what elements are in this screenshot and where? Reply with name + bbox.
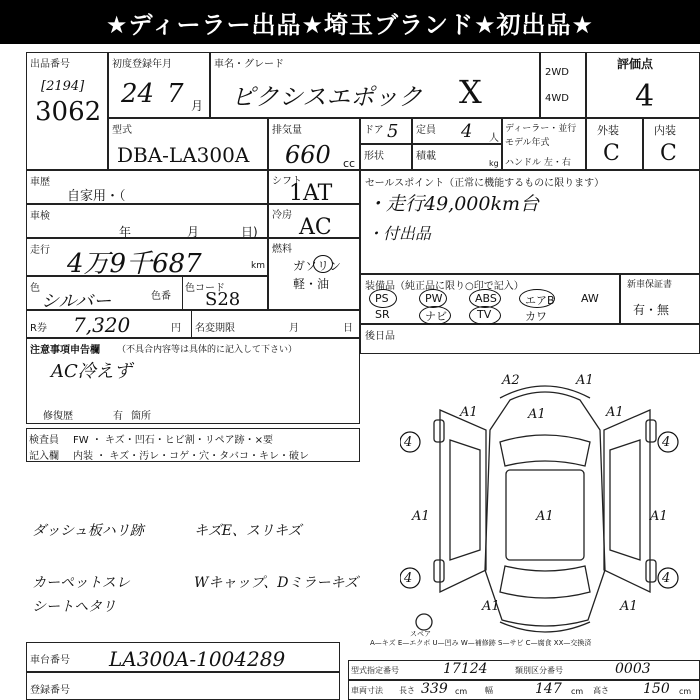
mark-right-side: A1 <box>650 509 668 524</box>
mileage-box <box>26 238 268 279</box>
cap-label: 定員 <box>416 125 436 136</box>
mark-rear-left: A1 <box>482 599 500 614</box>
mileage-unit: km <box>251 261 265 271</box>
history-box <box>26 170 268 204</box>
equip-airbag-circle <box>519 289 555 308</box>
mark-left-side: A1 <box>412 509 430 524</box>
type-label: 型式 <box>112 125 132 136</box>
color-code: S28 <box>205 289 241 310</box>
equip-aw: AW <box>581 292 599 305</box>
model-grade-box <box>210 52 540 118</box>
equip-ps: PS <box>375 292 389 305</box>
inspector-row-1: FW ・ キズ・凹石・ヒビ割・リペア跡・×要 <box>73 435 273 446</box>
equip-tv-circle <box>469 306 501 325</box>
history-label: 車歴 <box>30 177 50 188</box>
repair-place: 箇所 <box>131 411 151 422</box>
door-box <box>360 118 412 144</box>
color-box <box>26 276 268 310</box>
divider <box>191 311 192 339</box>
warranty-value: 有・無 <box>633 303 670 317</box>
door-value: 5 <box>387 121 399 142</box>
inspector-row-2: 内装 ・ キズ・汚レ・コゲ・穴・タバコ・キレ・破レ <box>73 451 309 462</box>
selling-points-box <box>360 170 700 274</box>
notice-sub: （不具合内容等は具体的に記入して下さい） <box>117 345 298 355</box>
inspector-label-2: 記入欄 <box>29 451 59 462</box>
type-number: 17124 <box>443 661 488 677</box>
auction-sheet <box>26 52 700 700</box>
chassis-box <box>26 642 340 672</box>
repair-label: 修復歴 <box>43 411 73 422</box>
fuel-label: 燃料 <box>272 244 292 255</box>
inspector-note-2: カーペットスレ <box>32 575 130 591</box>
fuel-box <box>268 238 360 310</box>
equip-navi: ナビ <box>425 310 447 323</box>
car-damage-diagram <box>400 370 690 640</box>
type-number-row <box>348 660 700 680</box>
equip-sr: SR <box>375 308 390 321</box>
class-number-label: 類別区分番号 <box>515 666 563 675</box>
recycle-unit: 円 <box>171 323 181 334</box>
shape-box <box>360 144 412 170</box>
interior-score-box <box>643 118 700 170</box>
fuel-gasoline: ガソリン <box>293 259 342 273</box>
equip-tv: TV <box>477 308 492 321</box>
name-change-day: 日 <box>343 323 353 334</box>
score-label: 評価点 <box>617 57 654 71</box>
length-label: 長さ <box>399 686 415 695</box>
model-year-label: モデル年式 <box>505 138 550 148</box>
shift-label: シフト <box>272 176 302 187</box>
reg-label: 登録番号 <box>30 685 70 696</box>
disp-value: 660 <box>285 141 331 169</box>
width-unit: cm <box>571 687 584 696</box>
post-items-box <box>360 324 700 354</box>
height-value: 150 <box>643 681 670 697</box>
registration-box <box>26 672 340 700</box>
equipment-label: 装備品（純正品に限り○印で記入） <box>365 281 524 292</box>
chassis-value: LA300A-1004289 <box>109 647 286 671</box>
equip-pw: PW <box>425 292 443 305</box>
first-reg-month: 7 <box>167 79 184 109</box>
score-value: 4 <box>635 79 655 114</box>
ac-label: 冷房 <box>272 210 292 221</box>
mileage-label: 走行 <box>30 245 50 256</box>
inspector-note-2b: Wキャップ、Dミラーキズ <box>194 575 359 591</box>
dimensions-row <box>348 680 700 700</box>
type-box <box>108 118 268 170</box>
ac-value: AC <box>299 215 332 240</box>
mark-roof: A1 <box>536 509 554 524</box>
displacement-box <box>268 118 360 170</box>
inspector-note-1: ダッシュ板ハリ跡 <box>32 523 144 539</box>
color-value: シルバー <box>41 291 112 312</box>
name-change-month: 月 <box>289 323 299 334</box>
post-items-label: 後日品 <box>365 331 395 342</box>
dealer-box <box>502 118 586 170</box>
first-reg-year: 24 <box>121 79 155 109</box>
mark-left-front-wheel: 4 <box>404 435 413 450</box>
handle-label: ハンドル 左・右 <box>505 158 571 168</box>
mark-front-left: A2 <box>502 373 520 388</box>
ext-label: 外装 <box>597 124 619 137</box>
mileage-value: 4万9千687 <box>67 249 202 279</box>
inspection-year: 年 <box>119 225 132 239</box>
equipment-box <box>360 274 620 324</box>
mark-right-fender: A1 <box>606 405 624 420</box>
mark-right-rear-wheel: 4 <box>662 571 671 586</box>
load-box <box>412 144 502 170</box>
notice-label: 注意事項申告欄 <box>30 345 100 356</box>
history-value: 自家用・（ <box>67 189 126 204</box>
equip-leather: カワ <box>525 310 547 323</box>
capacity-box <box>412 118 502 144</box>
width-value: 147 <box>535 681 562 697</box>
equip-airbag: エアB <box>525 294 555 307</box>
month-unit: 月 <box>191 99 204 113</box>
color-code-label: 色コード <box>185 283 225 294</box>
inspection-day: 日) <box>241 225 258 239</box>
selling-point-2: ・付出品 <box>367 224 432 243</box>
mark-hood: A1 <box>528 407 546 422</box>
cap-value: 4 <box>461 121 473 142</box>
mark-rear-right: A1 <box>620 599 638 614</box>
load-label: 積載 <box>416 151 436 162</box>
height-label: 高さ <box>593 686 609 695</box>
inspection-label: 車検 <box>30 211 50 222</box>
lot-label: 出品番号 <box>30 59 70 70</box>
chassis-label: 車台番号 <box>30 655 70 666</box>
notice-box <box>26 338 360 424</box>
fuel-circle-mark <box>313 255 333 273</box>
type-number-label: 型式指定番号 <box>351 666 399 675</box>
divider <box>182 277 183 311</box>
equip-ps-circle <box>369 289 397 308</box>
class-number: 0003 <box>615 661 651 677</box>
equip-abs: ABS <box>475 292 497 305</box>
inspection-month: 月 <box>187 225 200 239</box>
repair-value: 有 <box>113 411 123 422</box>
first-reg-label: 初度登録年月 <box>112 59 172 70</box>
int-score: C <box>660 141 677 166</box>
shape-label: 形状 <box>364 151 384 162</box>
disp-unit: cc <box>343 157 356 170</box>
title-banner: ★ディーラー出品★埼玉ブランド★初出品★ <box>0 0 700 44</box>
recycle-row <box>26 310 360 338</box>
lot-number: 3062 <box>35 97 102 127</box>
model-label: 車名・グレード <box>214 59 284 70</box>
warranty-label: 新車保証書 <box>627 280 673 290</box>
color-number-label: 色番 <box>151 291 171 302</box>
length-value: 339 <box>421 681 448 697</box>
inspector-box <box>26 428 360 462</box>
grade: X <box>459 73 482 111</box>
notice-value: AC冷えず <box>51 361 132 382</box>
lot-number-box <box>26 52 108 170</box>
ac-box <box>268 204 360 238</box>
inspector-note-1b: キズE、スリキズ <box>194 523 302 539</box>
drive-box <box>540 52 586 118</box>
selling-point-1: ・走行49,000km台 <box>367 193 540 215</box>
shift-value: 1AT <box>289 181 333 206</box>
recycle-value: 7,320 <box>73 313 131 337</box>
inspector-label-1: 検査員 <box>29 435 59 446</box>
first-registration-box <box>108 52 210 118</box>
door-label: ドア <box>364 125 384 136</box>
model-name: ピクシスエポック <box>231 83 423 111</box>
height-unit: cm <box>679 687 692 696</box>
inspector-note-3: シートヘタリ <box>32 599 116 615</box>
lot-sub: [2194] <box>41 79 85 94</box>
disp-label: 排気量 <box>272 125 302 136</box>
color-label: 色 <box>30 283 40 294</box>
equip-navi-circle <box>419 306 451 325</box>
damage-legend: A—キズ E—エクボ U—凹み W—補修跡 S—サビ C—腐食 XX—交換済 <box>370 639 592 647</box>
length-unit: cm <box>455 687 468 696</box>
spare-label: スペア <box>410 630 431 638</box>
warranty-box <box>620 274 700 324</box>
mark-right-front-wheel: 4 <box>662 435 671 450</box>
score-box <box>586 52 700 118</box>
mark-left-rear-wheel: 4 <box>404 571 413 586</box>
exterior-score-box <box>586 118 643 170</box>
load-unit: kg <box>489 159 499 168</box>
cap-unit: 人 <box>489 133 499 144</box>
dims-label: 車両寸法 <box>351 686 383 695</box>
drive-2wd: 2WD <box>545 67 569 78</box>
shift-box <box>268 170 360 204</box>
dealer-label: ディーラー・並行 <box>505 124 577 134</box>
width-label: 幅 <box>485 686 493 695</box>
ext-score: C <box>603 141 620 166</box>
mark-front-right: A1 <box>576 373 594 388</box>
fuel-diesel: 軽・油 <box>293 277 330 291</box>
mark-left-fender: A1 <box>460 405 478 420</box>
int-label: 内装 <box>654 124 676 137</box>
name-change-label: 名変期限 <box>195 323 235 334</box>
selling-points-label: セールスポイント（正常に機能するものに限ります） <box>365 178 605 189</box>
drive-4wd: 4WD <box>545 93 569 104</box>
recycle-label: R券 <box>30 323 47 334</box>
inspection-box <box>26 204 268 238</box>
type-value: DBA-LA300A <box>117 143 250 167</box>
